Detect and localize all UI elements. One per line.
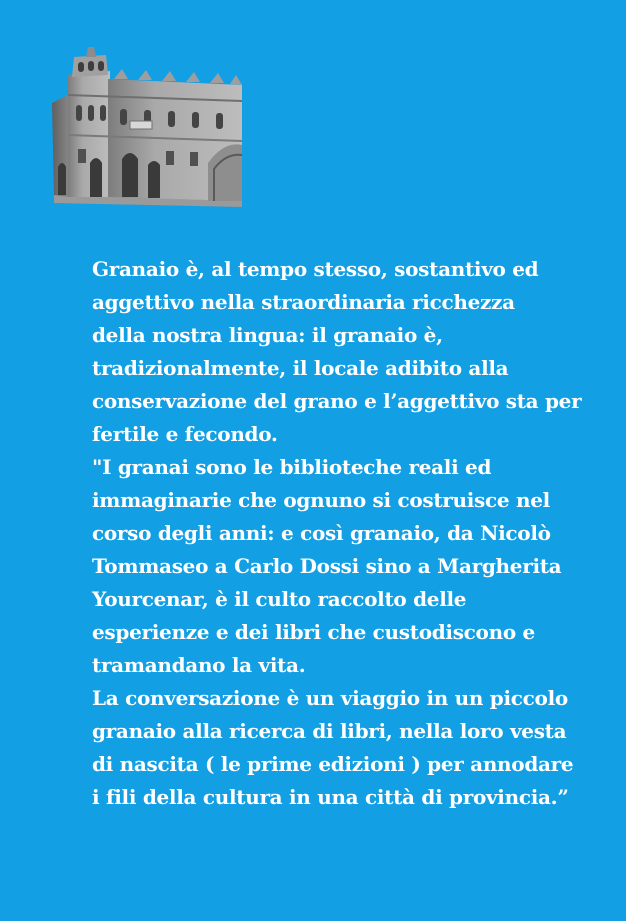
text-line: di nascita ( le prime edizioni ) per annodare [92,752,574,776]
text-line: granaio alla ricerca di libri, nella loro vesta [92,719,567,743]
text-line: esperienze e dei libri che custodiscono e [92,620,535,644]
text-line: La conversazione è un viaggio in un piccolo [92,686,568,710]
text-line: "I granai sono le biblioteche reali ed [92,455,492,479]
text-line: i fili della cultura in una città di provincia.” [92,785,569,809]
text-line: corso degli anni: e così granaio, da Nicolò [92,521,551,545]
text-line: aggettivo nella straordinaria ricchezza [92,290,515,314]
body-text [92,253,582,814]
text-line: immaginarie che ognuno si costruisce nel [92,488,550,512]
text-line: Yourcenar, è il culto raccolto delle [92,587,467,611]
text-line: fertile e fecondo. [92,422,278,446]
text-line: Granaio è, al tempo stesso, sostantivo ed [92,257,539,281]
palazzo-building-icon [48,45,246,207]
text-line: tradizionalmente, il locale adibito alla [92,356,509,380]
text-line: tramandano la vita. [92,653,306,677]
text-line: conservazione del grano e l’aggettivo sta per [92,389,582,413]
text-line: della nostra lingua: il granaio è, [92,323,443,347]
text-line: Tommaseo a Carlo Dossi sino a Margherita [92,554,562,578]
